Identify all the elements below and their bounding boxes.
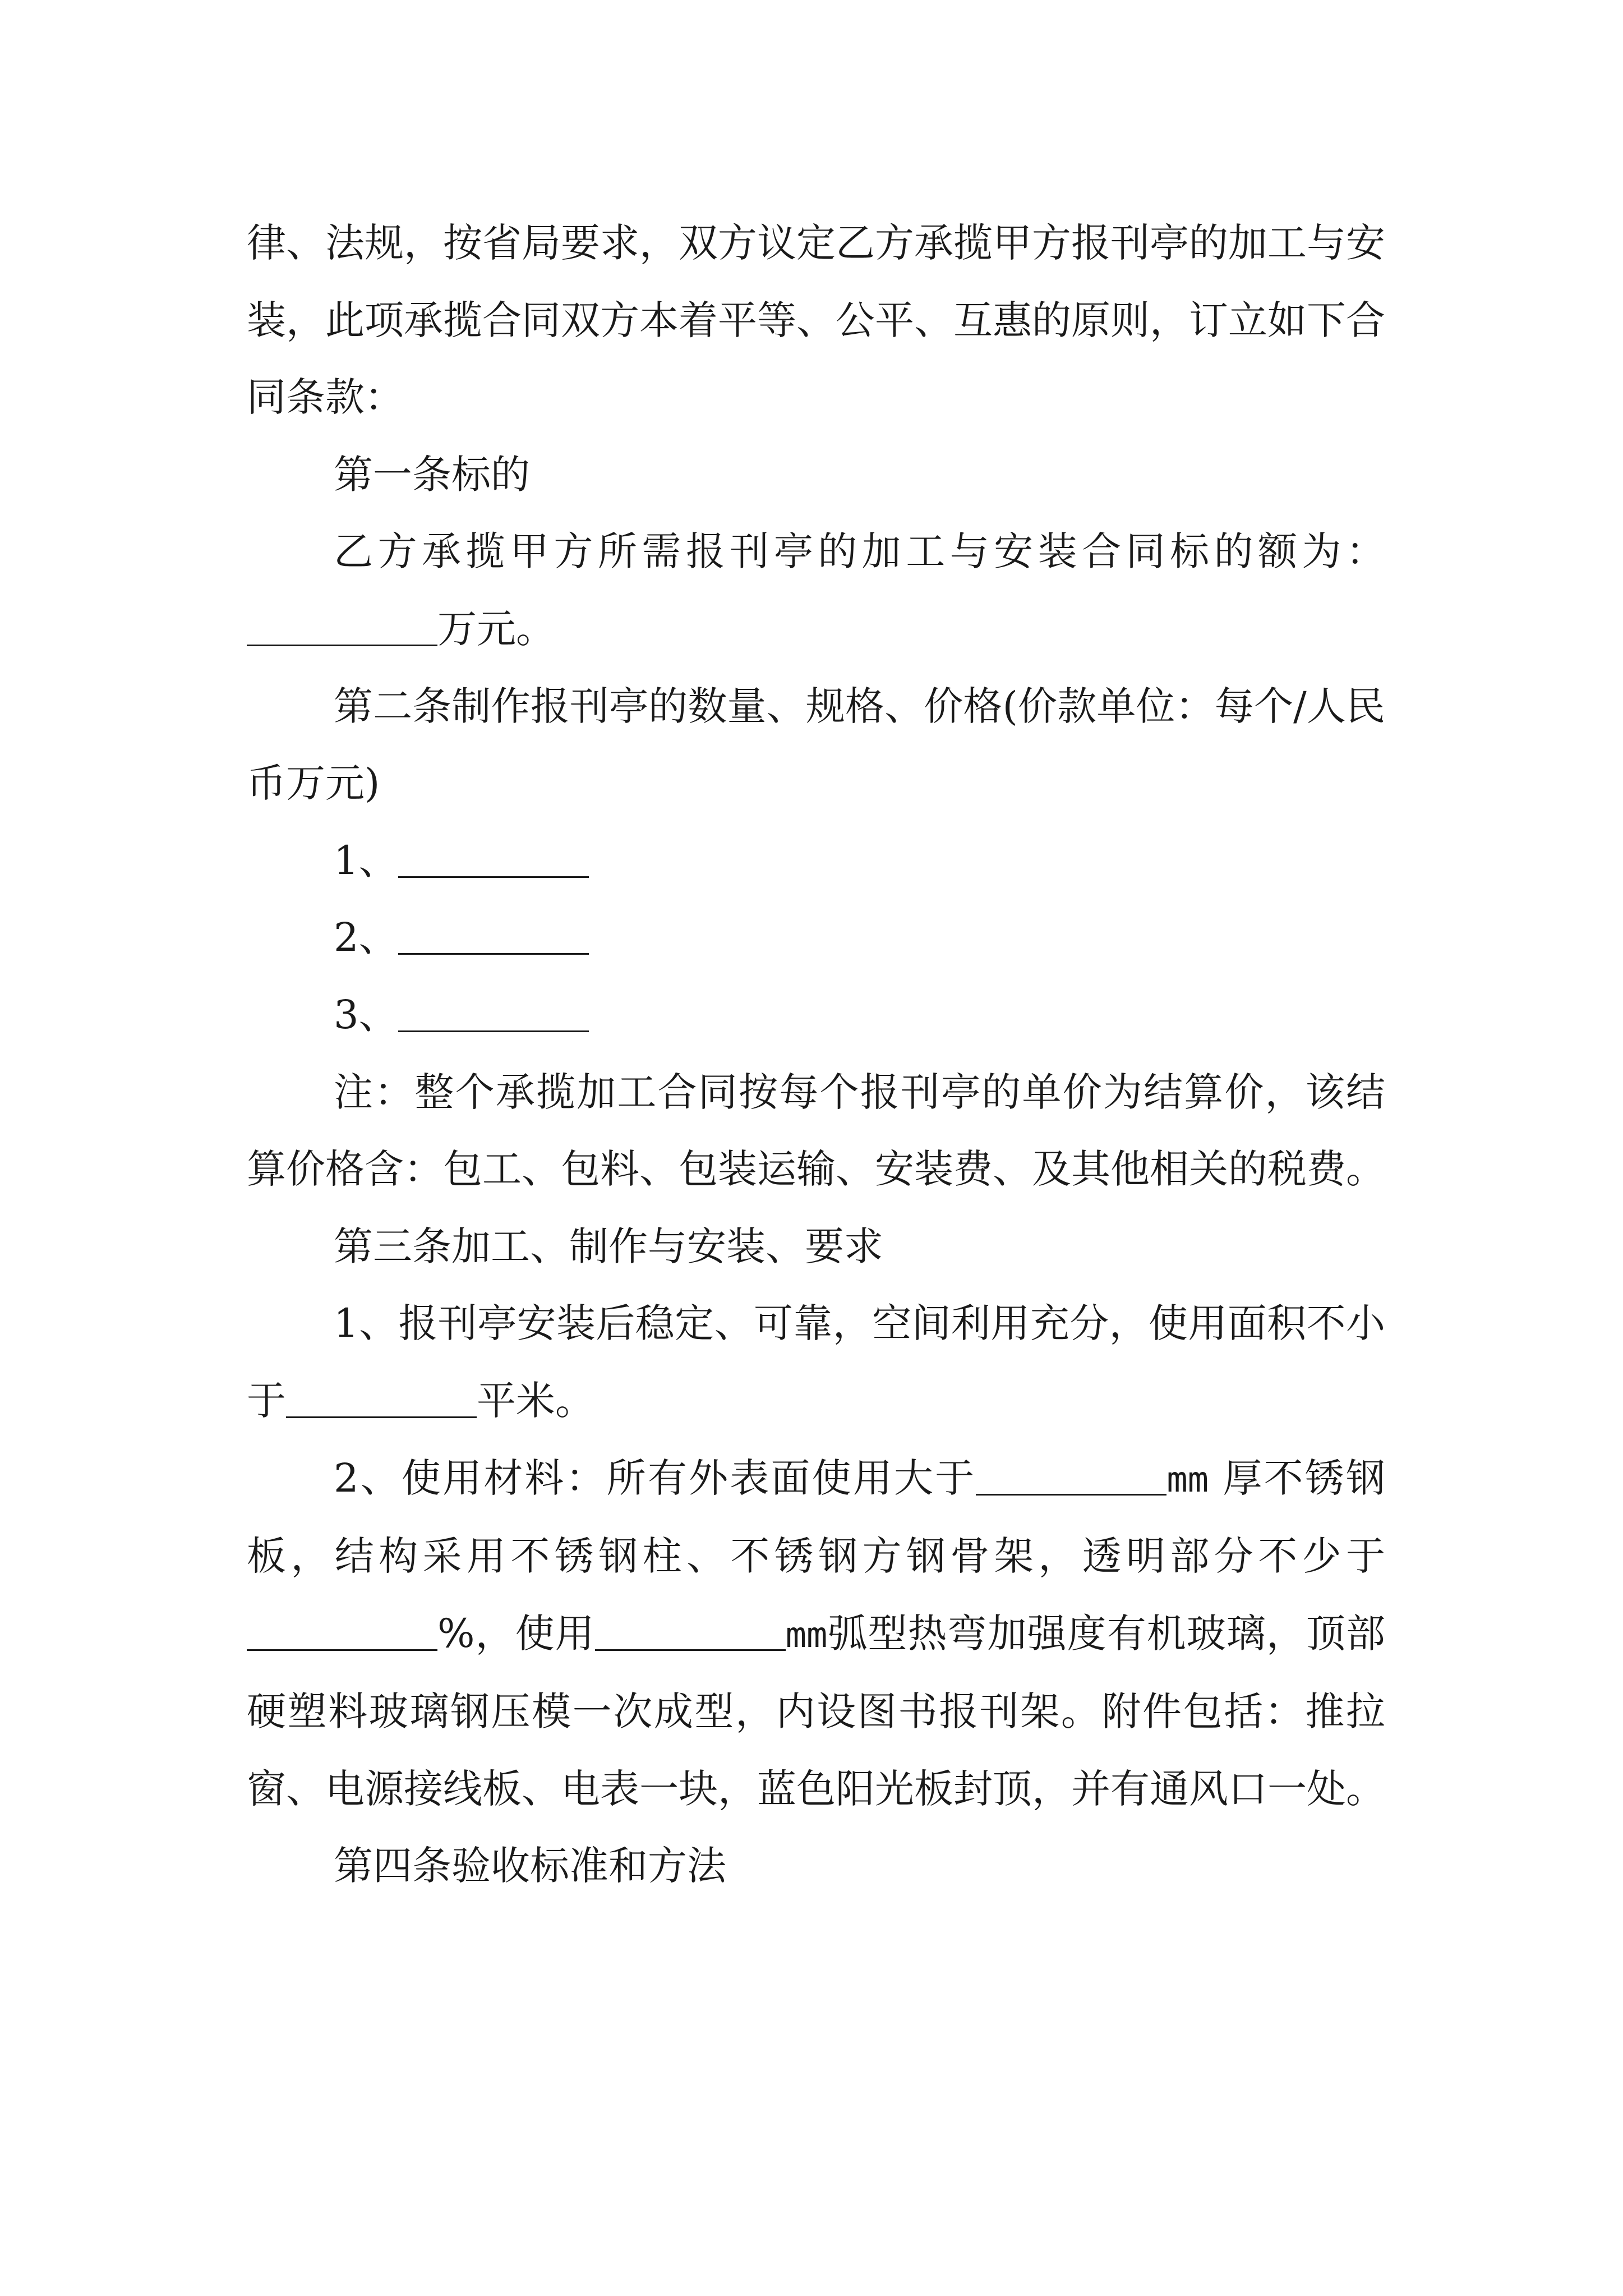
article-2-item-1 (247, 822, 1385, 900)
requirement-2 (247, 1440, 1385, 1828)
item-3-label: 3、 (334, 991, 398, 1038)
item-3-blank (398, 991, 589, 1032)
article-2-item-3 (247, 977, 1385, 1054)
article-1-title: 第一条标的 (334, 451, 530, 498)
article-4-title: 第四条验收标准和方法 (334, 1843, 726, 1889)
article-1-text: 乙方承揽甲方所需报刊亭的加工与安装合同标的额为： (334, 528, 1385, 575)
item-2-label: 2、 (334, 914, 398, 961)
document-body (247, 205, 1385, 1905)
thickness-blank (976, 1455, 1166, 1496)
requirement-2-text-c: 弧型热弯加强度有机玻璃，顶部硬塑料玻璃钢压模一次成型，内设图书报刊架。附件包括：推拉窗、电源接线板、电表一块，蓝色阳光板封顶，并有通风口一处。 (247, 1610, 1386, 1812)
intro-paragraph: 律、法规，按省局要求，双方议定乙方承揽甲方报刊亭的加工与安装，此项承揽合同双方本着平等、公平、互惠的原则，订立如下合同条款： (247, 220, 1385, 421)
area-blank (286, 1377, 477, 1418)
glass-thickness-unit: mm (785, 1614, 828, 1655)
article-1-body (247, 513, 1385, 668)
glass-thickness-blank (595, 1610, 786, 1651)
item-2-blank (398, 914, 589, 955)
item-1-blank (398, 837, 589, 878)
requirement-1-text: 1、报刊亭安装后稳定、可靠，空间利用充分，使用面积不小于 (247, 1300, 1385, 1424)
article-3-title: 第三条加工、制作与安装、要求 (334, 1223, 883, 1269)
requirement-2-text-b: 厚不锈钢板，结构采用不锈钢柱、不锈钢方钢骨架，透明部分不少于 (247, 1455, 1385, 1580)
article-1-unit: 万元。 (437, 605, 555, 652)
contract-amount-blank (247, 605, 437, 646)
transparent-ratio-blank (247, 1610, 437, 1651)
thickness-unit: mm (1166, 1458, 1209, 1500)
requirement-1-unit: 平米。 (477, 1377, 594, 1424)
percent-text: %，使用 (437, 1610, 595, 1657)
requirement-2-text-a: 2、使用材料：所有外表面使用大于 (334, 1455, 976, 1501)
article-2-note: 注：整个承揽加工合同按每个报刊亭的单价为结算价，该结算价格含：包工、包料、包装运输、安装费、及其他相关的税费。 (247, 1069, 1385, 1193)
requirement-1 (247, 1285, 1385, 1439)
article-2-item-2 (247, 899, 1385, 977)
article-2-title: 第二条制作报刊亭的数量、规格、价格(价款单位：每个/人民币万元) (247, 683, 1385, 807)
item-1-label: 1、 (334, 837, 398, 884)
